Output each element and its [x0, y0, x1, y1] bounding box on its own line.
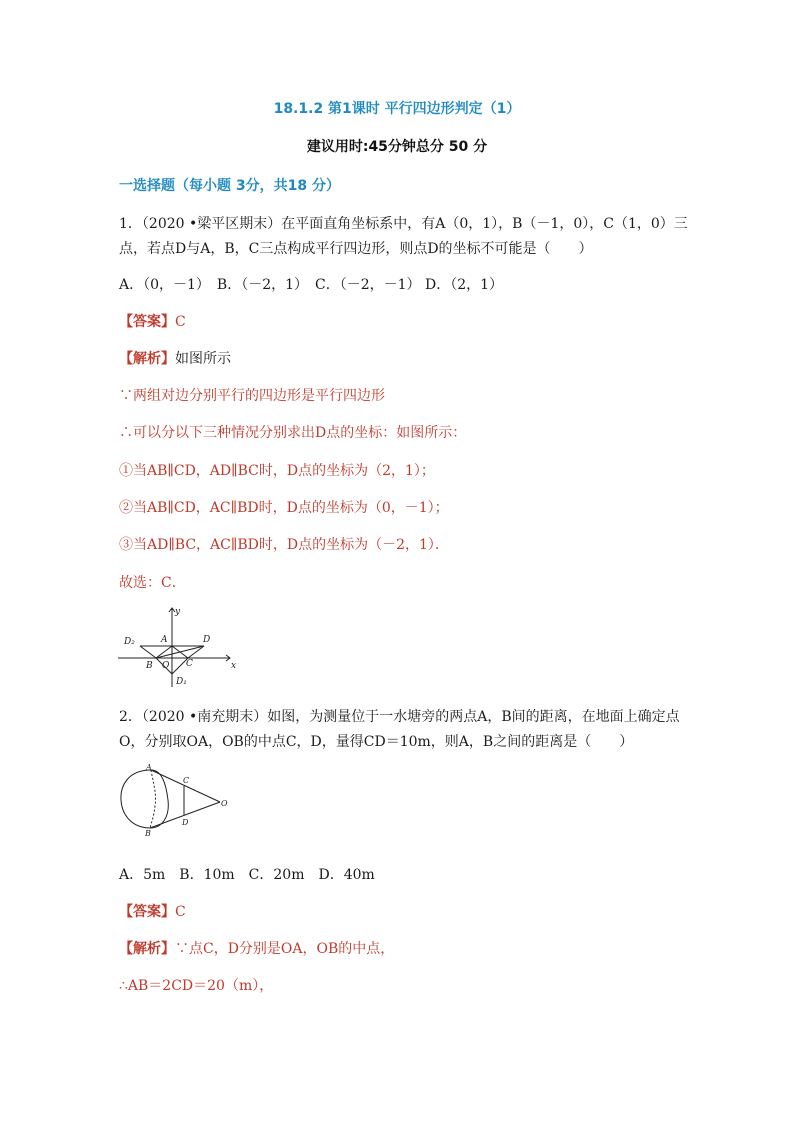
label-x: x	[231, 661, 237, 671]
pond-outline	[121, 770, 168, 828]
label-d1: D₁	[176, 677, 187, 687]
q1-stem-line2: 点，若点D与A，B，C三点构成平行四边形，则点D的坐标不可能是（ ）	[119, 241, 593, 257]
label-c: C	[183, 776, 190, 785]
ab-dashed-line	[150, 770, 156, 828]
label-d2: D₂	[124, 637, 135, 647]
label-o: O	[221, 799, 228, 808]
analysis-tag: 【解析】	[119, 351, 175, 367]
section-heading: 一选择题（每小题 3分，共18 分）	[119, 178, 340, 194]
analysis-text: ∵点C，D分别是OA，OB的中点，	[175, 941, 395, 957]
q1-answer	[119, 311, 186, 331]
page-title: 18.1.2 第1课时 平行四边形判定（1）	[273, 101, 521, 117]
pond-figure	[116, 762, 232, 836]
label-c: C	[186, 659, 193, 669]
label-b: B	[146, 661, 153, 671]
q1-step1: ∵两组对边分别平行的四边形是平行四边形	[119, 388, 385, 404]
q1-case2: ②当AB∥CD，AC∥BD时，D点的坐标为（0，－1）；	[119, 500, 449, 516]
q2-stem-line2: O，分别取OA，OB的中点C，D，量得CD＝10m，则A，B之间的距离是（ ）	[119, 734, 634, 750]
q1-stem-line1: 1．（2020 •梁平区期末）在平面直角坐标系中，有A（0，1），B（－1，0），C（1，0）三	[119, 216, 688, 232]
page-subtitle: 建议用时:45分钟总分 50 分	[306, 139, 488, 155]
answer-value: C	[175, 314, 186, 330]
q2-answer	[119, 901, 186, 921]
answer-tag: 【答案】	[119, 904, 175, 920]
line-d2-b	[140, 646, 156, 658]
q1-case1: ①当AB∥CD，AD∥BC时，D点的坐标为（2，1）；	[119, 463, 435, 479]
q1-options: A．（0，－1） B．（－2，1） C．（－2，－1） D．（2，1）	[119, 277, 504, 293]
q1-conclusion: 故选：C．	[119, 575, 186, 591]
q2-stem-line1: 2．（2020 •南充期末）如图，为测量位于一水塘旁的两点A，B间的距离，在地面上确定点	[119, 709, 680, 725]
analysis-intro: 如图所示	[175, 351, 231, 367]
q2-options: A．5m B．10m C．20m D．40m	[119, 867, 375, 883]
coordinate-figure	[116, 602, 240, 688]
label-a: A	[146, 763, 152, 772]
analysis-tag: 【解析】	[119, 941, 175, 957]
q1-case3: ③当AD∥BC，AC∥BD时，D点的坐标为（－2，1）．	[119, 537, 449, 553]
label-y: y	[175, 607, 181, 617]
label-b: B	[145, 829, 151, 836]
label-d: D	[203, 635, 211, 645]
q1-analysis	[119, 348, 231, 368]
label-a: A	[161, 635, 168, 645]
answer-tag: 【答案】	[119, 314, 175, 330]
label-o: O	[162, 661, 170, 671]
label-d: D	[182, 818, 189, 827]
q2-analysis-line2: ∴AB＝2CD＝20（m），	[119, 978, 274, 994]
line-a-o	[151, 770, 220, 802]
q1-step2: ∴可以分以下三种情况分别求出D点的坐标：如图所示：	[119, 425, 467, 441]
answer-value: C	[175, 904, 186, 920]
q2-analysis-line1	[119, 938, 394, 958]
